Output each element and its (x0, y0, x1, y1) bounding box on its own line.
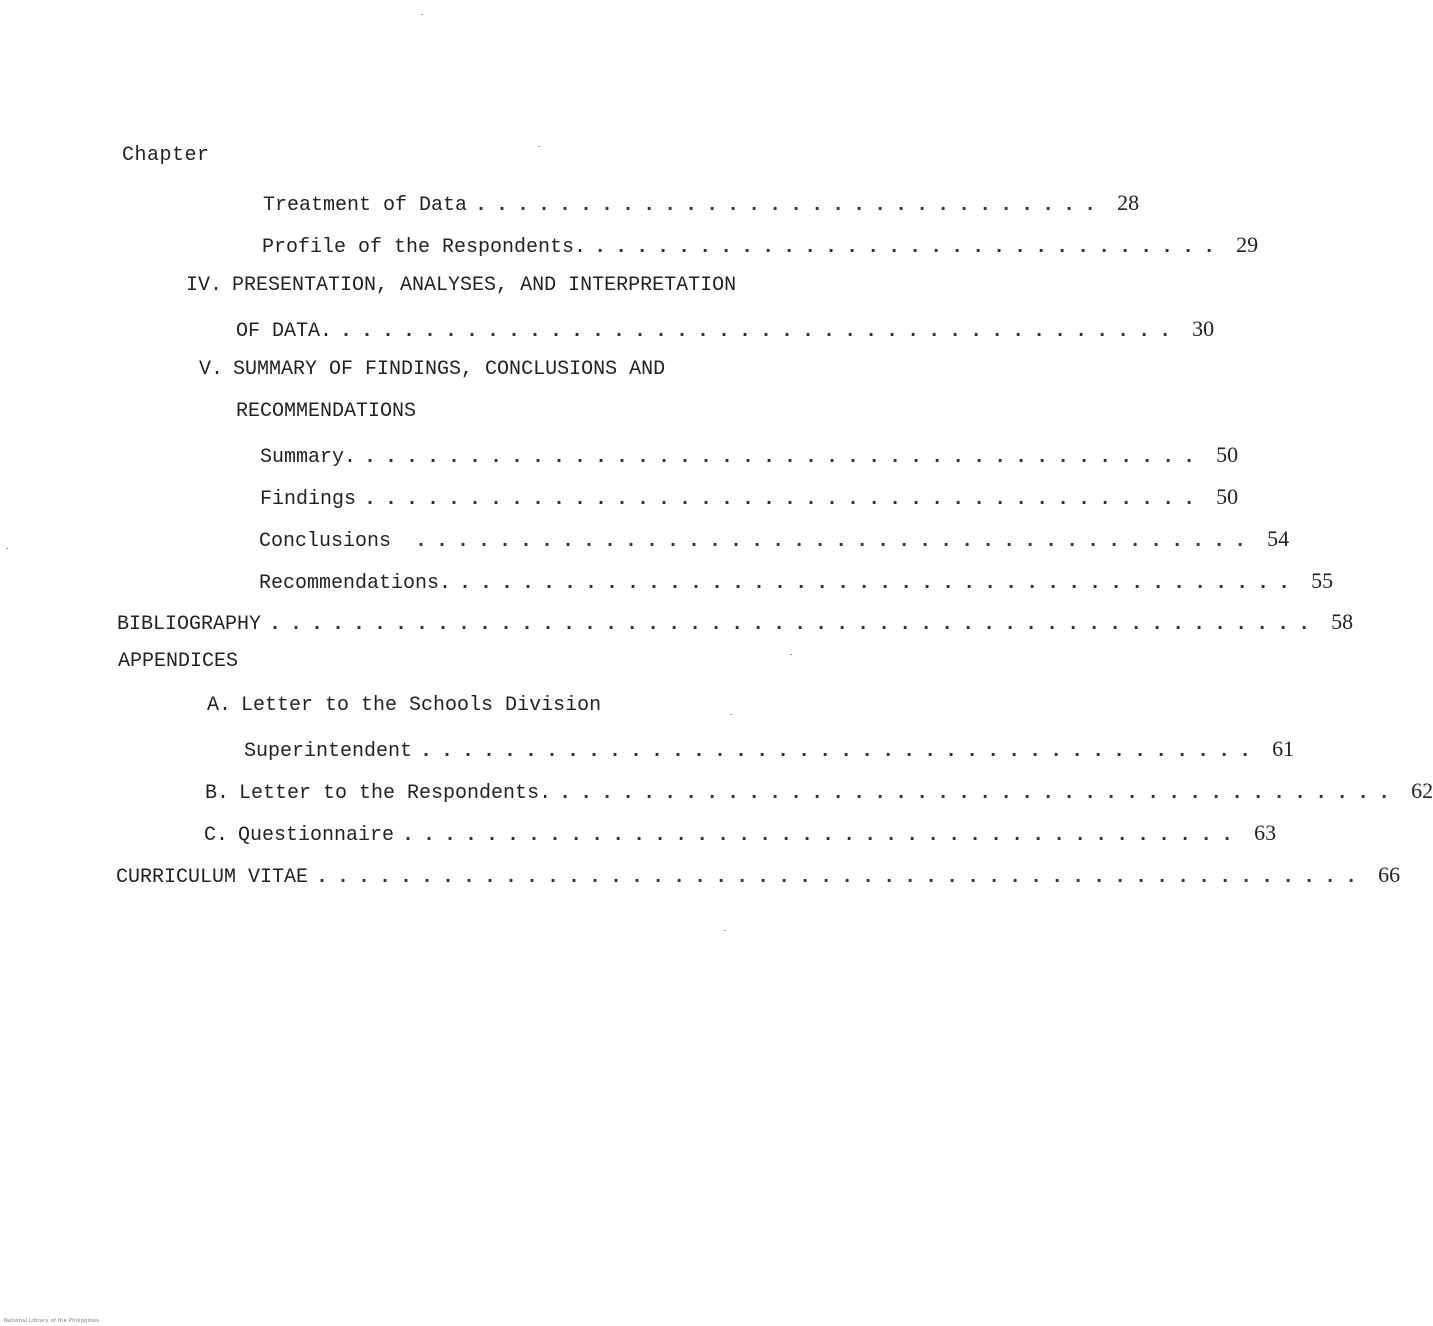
toc-entry-treatment-of-data (263, 190, 1140, 218)
dot-leader: ........................................ (364, 488, 1205, 511)
toc-entry-title: Questionnaire (238, 824, 395, 847)
toc-entry-title: Findings (260, 488, 357, 511)
chapter-heading: Chapter (122, 144, 210, 167)
toc-appendix-a-title (207, 694, 667, 722)
toc-entry-title: CURRICULUM VITAE (116, 866, 309, 889)
toc-entry-curriculum-vitae (116, 862, 1401, 890)
scan-speck (730, 714, 732, 715)
dot-leader: .............................. (594, 236, 1225, 259)
toc-entry-title: Letter to the Schools Division (241, 694, 602, 717)
toc-entry-page: 29 (1236, 232, 1259, 257)
toc-appendix-c (204, 820, 1277, 848)
toc-entry-title: Letter to the Respondents. (239, 782, 552, 805)
scan-speck (6, 548, 8, 549)
toc-entry-title: Superintendent (244, 740, 413, 763)
toc-entry-findings (260, 484, 1239, 512)
toc-chapter-iv-title (186, 274, 786, 302)
toc-entry-title: Summary. (260, 446, 357, 469)
toc-entry-page: 30 (1192, 316, 1215, 341)
toc-chapter-iv-continued (236, 316, 1215, 344)
toc-entry-title: Conclusions (259, 530, 392, 553)
toc-appendix-a-continued (244, 736, 1295, 764)
toc-entry-page: 62 (1411, 778, 1433, 803)
scan-speck (538, 146, 540, 147)
toc-entry-appendices (118, 650, 318, 678)
appendix-letter: A. (207, 694, 232, 717)
toc-chapter-v-title (199, 358, 759, 386)
appendix-letter: C. (204, 824, 229, 847)
toc-entry-title: PRESENTATION, ANALYSES, AND INTERPRETATION (232, 274, 737, 297)
toc-entry-page: 63 (1254, 820, 1277, 845)
toc-entry-title: RECOMMENDATIONS (236, 400, 417, 423)
toc-entry-title: BIBLIOGRAPHY (117, 613, 262, 636)
dot-leader: ........................................ (415, 530, 1256, 553)
toc-entry-recommendations (259, 568, 1334, 596)
scan-speck (421, 14, 423, 15)
toc-entry-title: Recommendations. (259, 572, 452, 595)
appendix-letter: B. (205, 782, 230, 805)
toc-appendix-b (205, 778, 1433, 806)
toc-entry-page: 50 (1216, 484, 1239, 509)
chapter-number: IV. (186, 274, 223, 297)
toc-entry-bibliography (117, 609, 1354, 637)
toc-entry-page: 66 (1378, 862, 1401, 887)
toc-entry-page: 61 (1272, 736, 1295, 761)
dot-leader: ........................................ (364, 446, 1205, 469)
footer-note: National Library of the Philippines (4, 1318, 100, 1324)
dot-leader: .................................................. (269, 613, 1320, 636)
toc-entry-page: 28 (1117, 190, 1140, 215)
scan-speck (790, 654, 792, 655)
toc-entry-page: 55 (1311, 568, 1334, 593)
toc-entry-title: SUMMARY OF FINDINGS, CONCLUSIONS AND (233, 358, 666, 381)
toc-entry-title: Profile of the Respondents. (262, 236, 587, 259)
dot-leader: ........................................ (420, 740, 1261, 763)
dot-leader: ........................................ (559, 782, 1400, 805)
toc-entry-summary (260, 442, 1239, 470)
toc-entry-page: 58 (1331, 609, 1354, 634)
dot-leader: .................................................. (316, 866, 1367, 889)
chapter-number: V. (199, 358, 224, 381)
toc-entry-page: 50 (1216, 442, 1239, 467)
scan-speck (724, 930, 726, 931)
toc-entry-page: 54 (1267, 526, 1290, 551)
dot-leader: ........................................ (459, 572, 1300, 595)
toc-entry-title: OF DATA. (236, 320, 333, 343)
toc-entry-title: Treatment of Data (263, 194, 468, 217)
dot-leader: ........................................ (340, 320, 1181, 343)
dot-leader: .............................. (475, 194, 1106, 217)
toc-entry-profile-of-respondents (262, 232, 1259, 260)
toc-entry-title: APPENDICES (118, 650, 239, 673)
dot-leader: ........................................ (402, 824, 1243, 847)
toc-entry-conclusions (259, 526, 1290, 554)
toc-chapter-v-continued (236, 400, 536, 428)
